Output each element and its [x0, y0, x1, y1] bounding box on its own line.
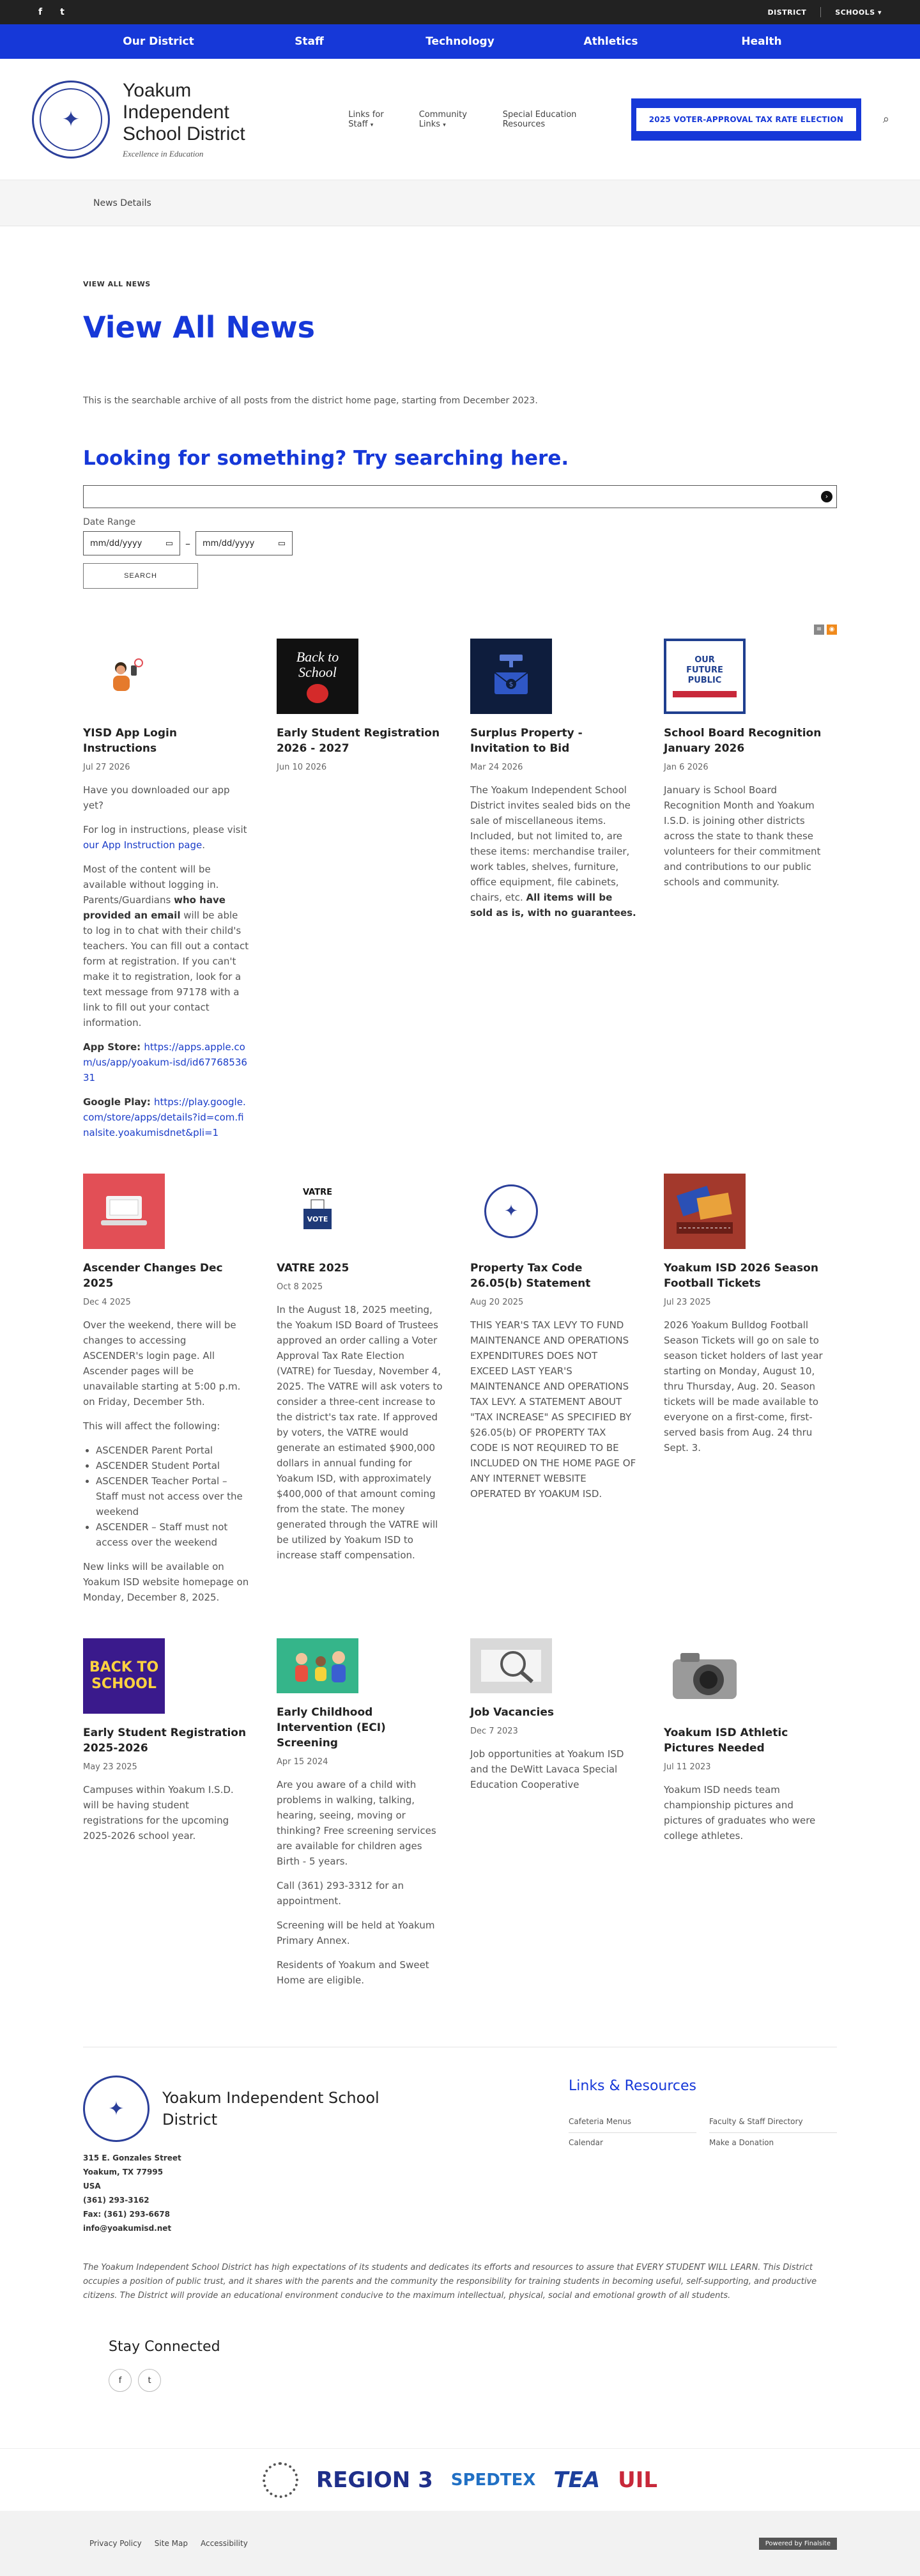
staff-directory-link[interactable]: Faculty & Staff Directory — [709, 2112, 837, 2133]
links-for-staff-dropdown[interactable] — [348, 110, 404, 129]
links-for-staff-label: Links for Staff — [348, 109, 384, 129]
emblem-shape — [263, 2462, 298, 2498]
laptop-icon[interactable] — [83, 1174, 165, 1249]
children-screening-icon[interactable] — [277, 1638, 358, 1693]
news-body — [470, 1317, 636, 1501]
seal-icon: ✦ — [484, 1184, 538, 1238]
phone-link[interactable]: (361) 293-3162 — [83, 2196, 150, 2205]
news-title[interactable]: VATRE 2025 — [277, 1262, 349, 1275]
news-date: Jul 27 2026 — [83, 763, 130, 772]
news-bold-text: who have provided an email — [83, 894, 226, 921]
news-paragraph: For log in instructions, please visit our App Instruction page. — [83, 824, 247, 851]
news-card — [83, 1638, 249, 2021]
children-graphic — [282, 1643, 353, 1688]
news-body — [83, 782, 249, 1140]
vote-box-icon[interactable] — [277, 1174, 358, 1249]
tickets-graphic — [673, 1183, 737, 1240]
search-input[interactable] — [83, 485, 837, 508]
app-instruction-link[interactable]: our App Instruction page — [83, 839, 203, 851]
end-date-placeholder: mm/dd/yyyy — [203, 538, 255, 548]
auction-envelope-icon[interactable] — [470, 639, 552, 714]
news-title[interactable]: Early Student Registration 2025-2026 — [83, 1726, 247, 1755]
news-bold-text: Google Play: — [83, 1096, 154, 1108]
uil-logo[interactable]: UIL — [618, 2467, 658, 2493]
news-date: Dec 4 2025 — [83, 1298, 131, 1307]
list-item: • ASCENDER Teacher Portal – Staff must not access over the weekend — [96, 1473, 249, 1519]
news-bold-text: App Store: — [83, 1041, 144, 1053]
utility-social — [38, 7, 65, 17]
search-go-icon[interactable]: › — [821, 491, 832, 502]
twitter-icon[interactable]: t — [138, 2369, 161, 2392]
utility-divider — [820, 7, 821, 17]
footer-contact — [83, 2076, 569, 2235]
social-links — [109, 2369, 920, 2392]
links-heading: Links & Resources — [569, 2078, 697, 2094]
ballot-box-graphic — [298, 1197, 337, 1236]
footer-brand — [83, 2076, 569, 2142]
feed-icons — [83, 625, 837, 635]
news-text: The Yoakum Independent School District invites sealed bids on the sale of miscellaneous items. Included, but not limited to, are these items: merchandise trailer, work tables, shelves, furniture, office equipment, file cabinets, chairs, etc. — [470, 784, 631, 903]
news-card — [83, 639, 249, 1174]
news-title[interactable]: Early Childhood Intervention (ECI) Screening — [277, 1706, 386, 1750]
thumb-text: Back to School — [296, 649, 339, 680]
auction-graphic — [486, 651, 537, 702]
news-body — [277, 1777, 443, 1988]
news-body — [83, 1317, 249, 1605]
nav-staff[interactable]: Staff — [295, 35, 324, 48]
donation-link[interactable]: Make a Donation — [709, 2138, 774, 2147]
magnifier-job-icon[interactable] — [470, 1638, 552, 1693]
page-title: View All News — [83, 310, 315, 345]
news-date: Oct 8 2025 — [277, 1282, 323, 1292]
news-body — [83, 1782, 249, 1843]
cafeteria-menus-link[interactable]: Cafeteria Menus — [569, 2112, 696, 2133]
news-title[interactable]: School Board Recognition January 2026 — [664, 727, 822, 755]
news-date: Jul 11 2023 — [664, 1762, 711, 1772]
mission-statement: The Yoakum Independent School District has high expectations of its students and dedicates its efforts and resources to assure that EVERY STUDENT WILL LEARN. This District occupies a position of public trust, and it shares with the parents and the community the responsibility for training students in becoming useful, self-supporting, and productive citizens. The District will provide an educational environment conducive to the maximum intellectual, physical, social and emotional growth of all students. — [83, 2263, 817, 2301]
partner-emblem-icon[interactable] — [263, 2462, 298, 2498]
community-links-dropdown[interactable] — [419, 110, 489, 129]
header-links — [348, 110, 610, 129]
site-header — [0, 59, 920, 180]
rss-icon[interactable]: ≡ — [814, 625, 824, 635]
nav-our-district[interactable]: Our District — [123, 35, 194, 48]
facebook-icon[interactable]: f — [38, 7, 43, 17]
region3-logo[interactable]: REGION 3 — [316, 2467, 433, 2493]
community-links-label: Community Links — [418, 109, 467, 129]
footer — [83, 2047, 837, 2235]
news-card — [470, 1174, 636, 1638]
news-title[interactable]: Yoakum ISD Athletic Pictures Needed — [664, 1726, 788, 1755]
date-range — [83, 531, 837, 555]
stay-connected-heading: Stay Connected — [109, 2339, 220, 2355]
search-heading: Looking for something? Try searching here. — [83, 447, 569, 470]
address-line: Yoakum, TX 77995 — [83, 2168, 164, 2176]
news-date: Jul 23 2025 — [664, 1298, 711, 1307]
date-range-label: Date Range — [83, 517, 136, 527]
district-seal-icon: ✦ — [40, 88, 102, 151]
news-list — [96, 1443, 249, 1550]
news-paragraph: Have you downloaded our app yet? — [83, 784, 230, 811]
fax-number: Fax: (361) 293-6678 — [83, 2210, 170, 2219]
news-date: Jun 10 2026 — [277, 763, 327, 772]
news-paragraph: In the August 18, 2025 meeting, the Yoakum ISD Board of Trustees approved an order calling a Voter Approval Tax Rate Election (VATRE) for Tuesday, November 4, 2025. The VATRE will ask voters to consider a three-cent increase to the district's tax rate. If approved by voters, the VATRE would generate an estimated $900,000 dollars in annual funding for Yoakum ISD, with approximately $400,000 of that amount coming from the state. The money generated through the VATRE will be utilized by Yoakum ISD to increase staff compensation. — [277, 1304, 443, 1561]
tax-election-button[interactable]: 2025 VOTER-APPROVAL TAX RATE ELECTION — [636, 108, 856, 131]
schools-label: SCHOOLS — [835, 8, 875, 17]
nav-technology[interactable]: Technology — [425, 35, 494, 48]
google-play-link[interactable]: https://play.google.com/store/apps/details?id=com.finalsite.yoakumisdnet&pli=1 — [83, 1096, 246, 1138]
news-card — [277, 1638, 443, 2021]
site-map-link[interactable]: Site Map — [154, 2539, 188, 2548]
news-body — [664, 1317, 830, 1455]
news-bold-text: All items will be sold as is, with no guarantees. — [470, 892, 636, 919]
end-date-input[interactable] — [195, 531, 293, 555]
news-paragraph: 2026 Yoakum Bulldog Football Season Tickets will go on sale to season ticket holders of last year starting on Monday, August 10, thru Thursday, Aug. 20. Season tickets will be made available to everyone on a first-come, first-served basis from Aug. 24 thru Sept. 3. — [664, 1319, 823, 1454]
bottom-bar — [0, 2511, 920, 2576]
news-paragraph — [83, 1094, 249, 1140]
list-item: • ASCENDER – Staff must not access over the weekend — [96, 1519, 249, 1550]
special-education-link[interactable]: Special Education Resources — [502, 109, 577, 129]
search-icon[interactable]: ⌕ — [882, 113, 889, 126]
camera-graphic — [666, 1644, 743, 1708]
news-card — [664, 639, 830, 1174]
app-store-link[interactable]: https://apps.apple.com/us/app/yoakum-isd/id6776853631 — [83, 1041, 247, 1083]
news-title[interactable]: Yoakum ISD 2026 Season Football Tickets — [664, 1262, 818, 1290]
news-body — [664, 782, 830, 890]
news-paragraph: Job opportunities at Yoakum ISD and the DeWitt Lavaca Special Education Cooperative — [470, 1748, 624, 1790]
powered-by-badge[interactable]: Powered by Finalsite — [759, 2538, 837, 2550]
news-card — [470, 639, 636, 1174]
tax-election-banner — [631, 98, 861, 141]
start-date-placeholder: mm/dd/yyyy — [90, 538, 142, 548]
news-paragraph: Yoakum ISD needs team championship pictures and pictures of graduates who were college athletes. — [664, 1784, 816, 1842]
page-eyebrow: VIEW ALL NEWS — [83, 280, 151, 288]
person-phone-graphic — [102, 654, 146, 699]
caret-down-icon: ▾ — [370, 121, 374, 128]
news-text: Most of the content will be available without logging in. Parents/Guardians — [83, 864, 219, 906]
district-tagline: Excellence in Education — [123, 148, 204, 159]
footer-links — [569, 2076, 837, 2235]
news-paragraph: Over the weekend, there will be changes to accessing ASCENDER's login page. All Ascender pages will be unavailable starting at 5:00 p.m. on Friday, December 5th. — [83, 1319, 241, 1408]
news-paragraph: Call (361) 293-3312 for an appointment. — [277, 1880, 404, 1907]
news-paragraph — [83, 1039, 249, 1085]
football-tickets-icon[interactable] — [664, 1174, 746, 1249]
thumb-text: VATRE — [303, 1187, 332, 1197]
news-body — [664, 1782, 830, 1843]
district-name[interactable]: Yoakum Independent School District — [123, 79, 245, 144]
news-card — [83, 1174, 249, 1638]
calendar-icon[interactable]: ▭ — [165, 538, 173, 548]
flag-stripe-icon — [673, 691, 737, 697]
start-date-input[interactable] — [83, 531, 180, 555]
breadcrumb-current: News Details — [93, 198, 151, 208]
news-text: will be able to log in to chat with their child's teachers. You can fill out a contact form at registration. If you can't make it to registration, look for a text message from 97178 with a link to fill out your contact information. — [83, 910, 249, 1028]
search-button[interactable]: SEARCH — [83, 563, 198, 589]
news-card — [470, 1638, 636, 2021]
district-seal-icon[interactable]: ✦ — [83, 2076, 150, 2142]
news-title[interactable]: Job Vacancies — [470, 1706, 554, 1719]
person-phone-icon[interactable] — [83, 639, 165, 714]
news-title[interactable]: Surplus Property - Invitation to Bid — [470, 727, 583, 755]
back-to-school-icon[interactable] — [83, 1638, 165, 1714]
news-card — [664, 1174, 830, 1638]
list-item: • ASCENDER Student Portal — [96, 1458, 249, 1473]
news-paragraph: Residents of Yoakum and Sweet Home are eligible. — [277, 1959, 429, 1986]
caret-down-icon: ▾ — [877, 8, 882, 17]
news-card — [277, 1174, 443, 1638]
twitter-icon[interactable]: t — [60, 7, 65, 17]
caret-down-icon: ▾ — [443, 121, 446, 128]
address-line: USA — [83, 2182, 101, 2191]
news-text: For log in instructions, please visit — [83, 824, 247, 835]
utility-links — [767, 7, 882, 17]
district-logo[interactable] — [32, 81, 110, 159]
news-date: Mar 24 2026 — [470, 763, 523, 772]
laptop-graphic — [98, 1192, 150, 1230]
email-link[interactable]: info@yoakumisd.net — [83, 2224, 172, 2233]
facebook-icon[interactable]: f — [109, 2369, 132, 2392]
news-card — [277, 639, 443, 1174]
news-paragraph: New links will be available on Yoakum ISD website homepage on Monday, December 8, 2025. — [83, 1561, 249, 1603]
apple-icon — [307, 684, 328, 703]
news-paragraph: Campuses within Yoakum I.S.D. will be having student registrations for the upcoming 2025-2026 school year. — [83, 1784, 234, 1842]
news-body — [470, 1746, 636, 1792]
news-paragraph: This will affect the following: — [83, 1420, 220, 1432]
feed-subscribe-icon[interactable]: ◉ — [827, 625, 837, 635]
news-grid — [83, 639, 837, 2021]
news-date: May 23 2025 — [83, 1762, 137, 1772]
thumb-text: OUR FUTURE PUBLIC — [686, 655, 723, 685]
svg-text:VOTE: VOTE — [307, 1214, 328, 1223]
schools-dropdown[interactable] — [835, 8, 882, 17]
news-paragraph: January is School Board Recognition Month and Yoakum I.S.D. is joining other districts across the state to thank these volunteers for their commitment and contributions to our public schools and community. — [664, 784, 821, 888]
calendar-link[interactable]: Calendar — [569, 2138, 603, 2147]
news-title[interactable]: Early Student Registration 2026 - 2027 — [277, 727, 440, 755]
camera-icon[interactable] — [664, 1638, 746, 1714]
thumb-text: BACK TO SCHOOL — [89, 1659, 159, 1692]
footer-address — [83, 2151, 569, 2235]
partner-logos — [0, 2448, 920, 2511]
news-body — [470, 782, 636, 920]
news-body — [277, 1302, 443, 1563]
calendar-icon[interactable]: ▭ — [277, 538, 286, 548]
news-card — [664, 1638, 830, 2021]
news-title[interactable]: YISD App Login Instructions — [83, 727, 177, 755]
back-to-school-icon[interactable] — [277, 639, 358, 714]
spedtex-logo[interactable]: SPEDTEX — [450, 2470, 536, 2490]
nav-athletics[interactable]: Athletics — [583, 35, 638, 48]
news-date: Aug 20 2025 — [470, 1298, 524, 1307]
address-line: 315 E. Gonzales Street — [83, 2153, 181, 2162]
news-title[interactable]: Property Tax Code 26.05(b) Statement — [470, 1262, 591, 1290]
utility-bar — [0, 0, 920, 24]
links-grid — [569, 2112, 837, 2153]
news-paragraph: Are you aware of a child with problems in walking, talking, hearing, seeing, moving or thinking? Free screening services are available for children ages Birth - 5 years. — [277, 1779, 436, 1867]
brand — [123, 80, 291, 159]
accessibility-link[interactable]: Accessibility — [200, 2539, 248, 2548]
footer-district-name: Yoakum Independent School District — [162, 2089, 379, 2129]
news-title[interactable]: Ascender Changes Dec 2025 — [83, 1262, 223, 1290]
news-paragraph: THIS YEAR'S TAX LEVY TO FUND MAINTENANCE AND OPERATIONS EXPENDITURES DOES NOT EXCEED LAST YEAR'S MAINTENANCE AND OPERATIONS TAX LEVY. A STATEMENT ABOUT "TAX INCREASE" AS SPECIFIED BY §26.05(b) OF PROPERTY TAX CODE IS NOT REQUIRED TO BE INCLUDED ON THE HOME PAGE OF ANY INTERNET WEBSITE OPERATED BY YOAKUM ISD. — [470, 1319, 636, 1500]
svg-text:$: $ — [509, 680, 514, 688]
nav-health[interactable]: Health — [741, 35, 782, 48]
bottom-links — [89, 2539, 248, 2548]
tea-logo[interactable]: TEA — [553, 2467, 601, 2493]
list-item: • ASCENDER Parent Portal — [96, 1443, 249, 1458]
news-paragraph — [470, 782, 636, 920]
main-nav — [0, 24, 920, 59]
news-date: Jan 6 2026 — [664, 763, 709, 772]
news-date: Dec 7 2023 — [470, 1726, 518, 1736]
news-paragraph: Screening will be held at Yoakum Primary Annex. — [277, 1920, 435, 1946]
news-paragraph — [83, 862, 249, 1030]
main-content — [0, 280, 920, 2021]
school-board-icon[interactable] — [664, 639, 746, 714]
date-separator: – — [185, 537, 190, 550]
magnifier-graphic — [476, 1643, 546, 1688]
breadcrumb — [0, 180, 920, 226]
privacy-policy-link[interactable]: Privacy Policy — [89, 2539, 142, 2548]
district-link[interactable]: DISTRICT — [767, 8, 807, 17]
page-intro: This is the searchable archive of all posts from the district home page, starting from December 2023. — [83, 396, 538, 406]
news-date: Apr 15 2024 — [277, 1757, 328, 1767]
district-seal-icon[interactable] — [470, 1174, 552, 1249]
